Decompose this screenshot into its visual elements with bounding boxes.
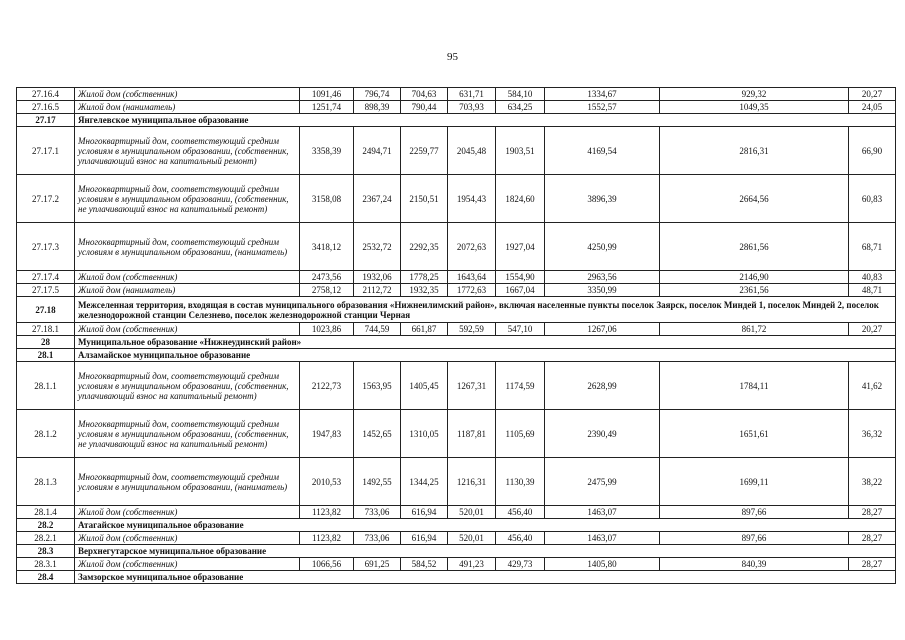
housing-type: Жилой дом (собственник) xyxy=(75,323,300,336)
value-cell: 41,62 xyxy=(849,362,896,410)
value-cell: 616,94 xyxy=(401,532,448,545)
value-cell: 2072,63 xyxy=(448,223,496,271)
value-cell: 1927,04 xyxy=(496,223,545,271)
value-cell: 1091,46 xyxy=(300,88,354,101)
value-cell: 2122,73 xyxy=(300,362,354,410)
tariff-table xyxy=(16,87,896,584)
value-cell: 68,71 xyxy=(849,223,896,271)
table-body xyxy=(17,88,896,584)
table-row xyxy=(17,410,896,458)
value-cell: 2367,24 xyxy=(354,175,401,223)
value-cell: 1310,05 xyxy=(401,410,448,458)
value-cell: 1954,43 xyxy=(448,175,496,223)
value-cell: 1267,06 xyxy=(545,323,660,336)
value-cell: 691,25 xyxy=(354,558,401,571)
section-title: Атагайское муниципальное образование xyxy=(75,519,896,532)
value-cell: 2628,99 xyxy=(545,362,660,410)
value-cell: 2146,90 xyxy=(660,271,849,284)
value-cell: 2861,56 xyxy=(660,223,849,271)
table-row xyxy=(17,175,896,223)
housing-type: Многоквартирный дом, соответствующий средним условиям в муниципальном образовании, (собственник, не уплачивающий взнос на капитальный ремонт) xyxy=(75,410,300,458)
value-cell: 66,90 xyxy=(849,127,896,175)
value-cell: 2494,71 xyxy=(354,127,401,175)
table-row xyxy=(17,101,896,114)
section-row xyxy=(17,519,896,532)
table-row xyxy=(17,271,896,284)
value-cell: 2475,99 xyxy=(545,458,660,506)
value-cell: 616,94 xyxy=(401,506,448,519)
value-cell: 3158,08 xyxy=(300,175,354,223)
value-cell: 429,73 xyxy=(496,558,545,571)
value-cell: 60,83 xyxy=(849,175,896,223)
value-cell: 2045,48 xyxy=(448,127,496,175)
section-row xyxy=(17,297,896,323)
value-cell: 1267,31 xyxy=(448,362,496,410)
value-cell: 2010,53 xyxy=(300,458,354,506)
row-code: 27.17.1 xyxy=(17,127,75,175)
section-title: Муниципальное образование «Нижнеудинский район» xyxy=(75,336,896,349)
value-cell: 897,66 xyxy=(660,506,849,519)
value-cell: 2963,56 xyxy=(545,271,660,284)
value-cell: 796,74 xyxy=(354,88,401,101)
value-cell: 1130,39 xyxy=(496,458,545,506)
section-title: Замзорское муниципальное образование xyxy=(75,571,896,584)
value-cell: 1947,83 xyxy=(300,410,354,458)
value-cell: 2816,31 xyxy=(660,127,849,175)
row-code: 28.3.1 xyxy=(17,558,75,571)
value-cell: 1778,25 xyxy=(401,271,448,284)
value-cell: 1772,63 xyxy=(448,284,496,297)
value-cell: 3418,12 xyxy=(300,223,354,271)
section-title: Алзамайское муниципальное образование xyxy=(75,349,896,362)
value-cell: 456,40 xyxy=(496,532,545,545)
value-cell: 1667,04 xyxy=(496,284,545,297)
value-cell: 2292,35 xyxy=(401,223,448,271)
section-title: Межселенная территория, входящая в состав муниципального образования «Нижнеилимский район», включая населенные пункты поселок Заярск, поселок Миндей 1, поселок Миндей 2, поселок железнодорожной станции Селезнево, поселок железнодорожной станции Черная xyxy=(75,297,896,323)
section-row xyxy=(17,571,896,584)
value-cell: 4250,99 xyxy=(545,223,660,271)
row-code: 27.18.1 xyxy=(17,323,75,336)
value-cell: 1699,11 xyxy=(660,458,849,506)
value-cell: 1932,06 xyxy=(354,271,401,284)
value-cell: 703,93 xyxy=(448,101,496,114)
table-row xyxy=(17,362,896,410)
housing-type: Многоквартирный дом, соответствующий средним условиям в муниципальном образовании, (наниматель) xyxy=(75,223,300,271)
housing-type: Жилой дом (наниматель) xyxy=(75,101,300,114)
table-row xyxy=(17,88,896,101)
section-code: 28.2 xyxy=(17,519,75,532)
value-cell: 1023,86 xyxy=(300,323,354,336)
table-row xyxy=(17,458,896,506)
value-cell: 1344,25 xyxy=(401,458,448,506)
housing-type: Жилой дом (собственник) xyxy=(75,558,300,571)
value-cell: 1123,82 xyxy=(300,532,354,545)
housing-type: Жилой дом (собственник) xyxy=(75,506,300,519)
value-cell: 547,10 xyxy=(496,323,545,336)
row-code: 27.17.5 xyxy=(17,284,75,297)
table-row xyxy=(17,323,896,336)
value-cell: 1552,57 xyxy=(545,101,660,114)
value-cell: 1651,61 xyxy=(660,410,849,458)
value-cell: 1405,80 xyxy=(545,558,660,571)
value-cell: 1187,81 xyxy=(448,410,496,458)
value-cell: 634,25 xyxy=(496,101,545,114)
value-cell: 1492,55 xyxy=(354,458,401,506)
section-code: 28.3 xyxy=(17,545,75,558)
value-cell: 520,01 xyxy=(448,506,496,519)
section-code: 27.17 xyxy=(17,114,75,127)
value-cell: 1554,90 xyxy=(496,271,545,284)
value-cell: 897,66 xyxy=(660,532,849,545)
table-row xyxy=(17,532,896,545)
value-cell: 1463,07 xyxy=(545,506,660,519)
row-code: 27.17.2 xyxy=(17,175,75,223)
table-row xyxy=(17,558,896,571)
value-cell: 733,06 xyxy=(354,532,401,545)
value-cell: 1903,51 xyxy=(496,127,545,175)
value-cell: 929,32 xyxy=(660,88,849,101)
value-cell: 3350,99 xyxy=(545,284,660,297)
housing-type: Многоквартирный дом, соответствующий средним условиям в муниципальном образовании, (собственник, уплачивающий взнос на капитальный ремонт) xyxy=(75,362,300,410)
housing-type: Многоквартирный дом, соответствующий средним условиям в муниципальном образовании, (наниматель) xyxy=(75,458,300,506)
row-code: 28.2.1 xyxy=(17,532,75,545)
section-code: 28.1 xyxy=(17,349,75,362)
value-cell: 2259,77 xyxy=(401,127,448,175)
value-cell: 1784,11 xyxy=(660,362,849,410)
value-cell: 2361,56 xyxy=(660,284,849,297)
row-code: 28.1.1 xyxy=(17,362,75,410)
section-title: Верхнегутарское муниципальное образование xyxy=(75,545,896,558)
value-cell: 2664,56 xyxy=(660,175,849,223)
row-code: 28.1.4 xyxy=(17,506,75,519)
value-cell: 36,32 xyxy=(849,410,896,458)
housing-type: Многоквартирный дом, соответствующий средним условиям в муниципальном образовании, (собственник, уплачивающий взнос на капитальный ремонт) xyxy=(75,127,300,175)
value-cell: 1643,64 xyxy=(448,271,496,284)
value-cell: 2532,72 xyxy=(354,223,401,271)
value-cell: 861,72 xyxy=(660,323,849,336)
section-title: Янгелевское муниципальное образование xyxy=(75,114,896,127)
value-cell: 704,63 xyxy=(401,88,448,101)
row-code: 27.16.5 xyxy=(17,101,75,114)
page-number: 95 xyxy=(447,51,458,63)
value-cell: 1216,31 xyxy=(448,458,496,506)
value-cell: 1463,07 xyxy=(545,532,660,545)
value-cell: 2112,72 xyxy=(354,284,401,297)
section-code: 28 xyxy=(17,336,75,349)
value-cell: 520,01 xyxy=(448,532,496,545)
value-cell: 38,22 xyxy=(849,458,896,506)
table-row xyxy=(17,506,896,519)
value-cell: 898,39 xyxy=(354,101,401,114)
value-cell: 2473,56 xyxy=(300,271,354,284)
value-cell: 584,10 xyxy=(496,88,545,101)
value-cell: 1334,67 xyxy=(545,88,660,101)
housing-type: Жилой дом (собственник) xyxy=(75,532,300,545)
value-cell: 24,05 xyxy=(849,101,896,114)
value-cell: 1452,65 xyxy=(354,410,401,458)
value-cell: 790,44 xyxy=(401,101,448,114)
row-code: 27.17.3 xyxy=(17,223,75,271)
section-row xyxy=(17,114,896,127)
value-cell: 40,83 xyxy=(849,271,896,284)
value-cell: 1932,35 xyxy=(401,284,448,297)
value-cell: 744,59 xyxy=(354,323,401,336)
row-code: 27.16.4 xyxy=(17,88,75,101)
value-cell: 20,27 xyxy=(849,323,896,336)
value-cell: 456,40 xyxy=(496,506,545,519)
value-cell: 1123,82 xyxy=(300,506,354,519)
housing-type: Жилой дом (собственник) xyxy=(75,271,300,284)
value-cell: 1405,45 xyxy=(401,362,448,410)
value-cell: 28,27 xyxy=(849,506,896,519)
value-cell: 1066,56 xyxy=(300,558,354,571)
value-cell: 2758,12 xyxy=(300,284,354,297)
value-cell: 3896,39 xyxy=(545,175,660,223)
value-cell: 1174,59 xyxy=(496,362,545,410)
value-cell: 733,06 xyxy=(354,506,401,519)
table-row xyxy=(17,223,896,271)
value-cell: 28,27 xyxy=(849,558,896,571)
table-row xyxy=(17,127,896,175)
value-cell: 48,71 xyxy=(849,284,896,297)
value-cell: 491,23 xyxy=(448,558,496,571)
value-cell: 4169,54 xyxy=(545,127,660,175)
value-cell: 1049,35 xyxy=(660,101,849,114)
row-code: 28.1.2 xyxy=(17,410,75,458)
value-cell: 584,52 xyxy=(401,558,448,571)
value-cell: 2390,49 xyxy=(545,410,660,458)
value-cell: 631,71 xyxy=(448,88,496,101)
section-code: 27.18 xyxy=(17,297,75,323)
row-code: 27.17.4 xyxy=(17,271,75,284)
section-code: 28.4 xyxy=(17,571,75,584)
housing-type: Многоквартирный дом, соответствующий средним условиям в муниципальном образовании, (собственник, не уплачивающий взнос на капитальный ремонт) xyxy=(75,175,300,223)
value-cell: 1824,60 xyxy=(496,175,545,223)
value-cell: 3358,39 xyxy=(300,127,354,175)
value-cell: 1251,74 xyxy=(300,101,354,114)
value-cell: 840,39 xyxy=(660,558,849,571)
value-cell: 2150,51 xyxy=(401,175,448,223)
value-cell: 1105,69 xyxy=(496,410,545,458)
value-cell: 661,87 xyxy=(401,323,448,336)
value-cell: 28,27 xyxy=(849,532,896,545)
value-cell: 592,59 xyxy=(448,323,496,336)
housing-type: Жилой дом (наниматель) xyxy=(75,284,300,297)
housing-type: Жилой дом (собственник) xyxy=(75,88,300,101)
value-cell: 1563,95 xyxy=(354,362,401,410)
value-cell: 20,27 xyxy=(849,88,896,101)
section-row xyxy=(17,349,896,362)
section-row xyxy=(17,336,896,349)
section-row xyxy=(17,545,896,558)
row-code: 28.1.3 xyxy=(17,458,75,506)
table-row xyxy=(17,284,896,297)
